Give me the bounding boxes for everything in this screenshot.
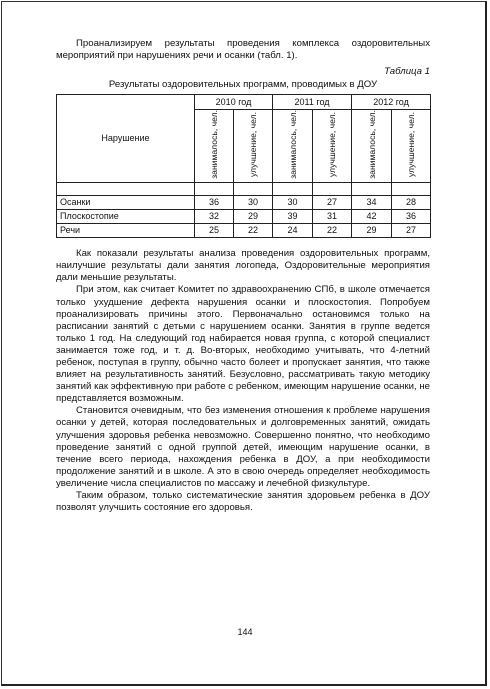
body-paragraph: Как показали результаты анализа проведения оздоровительных программ, наилучшие результаты дали занятия логопеда, Оздоровительные мероприятия дали меньшие результаты.	[56, 248, 430, 284]
subheader-label: улучшение, чел.	[248, 112, 258, 178]
table-title: Результаты оздоровительных программ, проводимых в ДОУ	[108, 79, 378, 91]
table-row	[57, 196, 431, 210]
subheader-cell	[313, 110, 352, 183]
subheader-label: улучшение, чел.	[406, 112, 417, 178]
row-label: Речи	[57, 224, 195, 238]
table-caption: Таблица 1	[384, 66, 430, 78]
row-label: Осанки	[57, 196, 195, 210]
table-cell: 36	[195, 196, 234, 210]
table-cell: 22	[313, 224, 352, 238]
table-cell: 30	[234, 196, 273, 210]
subheader-label: занималось, чел.	[366, 110, 377, 180]
table-cell: 34	[352, 196, 392, 210]
subheader-cell	[352, 110, 392, 183]
row-label: Плоскостопие	[57, 210, 195, 224]
subheader-cell	[392, 110, 431, 183]
table-spacer-row	[57, 183, 431, 196]
table-cell: 27	[392, 224, 431, 238]
body-paragraph: Таким образом, только систематические занятия здоровьем ребенка в ДОУ позволят улучшить состояние его здоровья.	[56, 490, 430, 514]
year-header: 2010 год	[195, 95, 273, 110]
table-cell: 39	[273, 210, 313, 224]
intro-paragraph: Проанализируем результаты проведения комплекса оздоровительных мероприятий при нарушениях речи и осанки (табл. 1).	[56, 38, 430, 62]
table-cell: 31	[313, 210, 352, 224]
table-cell: 24	[273, 224, 313, 238]
table-cell: 22	[234, 224, 273, 238]
document-page	[56, 38, 430, 514]
body-paragraph: Становится очевидным, что без изменения отношения к проблеме нарушения осанки у детей, которая последовательных и долговременных занятий, ожидать улучшения здоровья ребенка невозможно. Совершенно понятно, что необходимо проведение занятий с одной группой детей, имеющим нарушение осанки, в течение всего периода, нахождения ребенка в ДОУ, а при необходимости продолжение занятий и в школе. А это в свою очередь определяет необходимость увеличение числа специалистов по массажу и лечебной физкультуре.	[56, 405, 430, 489]
table-cell: 36	[392, 210, 431, 224]
table-cell: 29	[352, 224, 392, 238]
year-header: 2011 год	[273, 95, 352, 110]
subheader-cell	[234, 110, 273, 183]
table-cell: 27	[313, 196, 352, 210]
page-number: 144	[237, 627, 253, 637]
table-cell: 28	[392, 196, 431, 210]
year-header: 2012 год	[352, 95, 431, 110]
subheader-cell	[195, 110, 234, 183]
table-cell: 42	[352, 210, 392, 224]
table-cell: 25	[195, 224, 234, 238]
body-text	[56, 248, 430, 514]
row-header: Нарушение	[57, 95, 195, 183]
body-paragraph: При этом, как считает Комитет по здравоохранению СПб, в школе отмечается только ухудшение дефекта нарушения осанки и плоскостопия. Попробуем проанализировать причины этого. Первоначально остановимся только на расписании занятий с детьми с нарушением осанки. Занятия в группе ведется только 1 год. На следующий год набирается новая группа, с которой специалист занимается тоже год, и т. д. Во-вторых, необходимо учитывать, что 4-летний ребенок, поступая в группу, обычно часто болеет и пропускает занятия, что также влияет на результативность занятий. Безусловно, рассматривать такую методику занятий как эффективную при работе с ребенком, имеющим нарушение осанки, не представляется возможным.	[56, 284, 430, 405]
subheader-cell	[273, 110, 313, 183]
table-cell: 30	[273, 196, 313, 210]
subheader-label: занималось, чел.	[287, 110, 298, 180]
table-row	[57, 210, 431, 224]
table-header-years	[57, 95, 431, 110]
results-table	[56, 94, 431, 238]
table-cell: 32	[195, 210, 234, 224]
table-cell: 29	[234, 210, 273, 224]
table-row	[57, 224, 431, 238]
subheader-label: улучшение, чел.	[327, 112, 338, 178]
subheader-label: занималось, чел.	[209, 110, 219, 180]
